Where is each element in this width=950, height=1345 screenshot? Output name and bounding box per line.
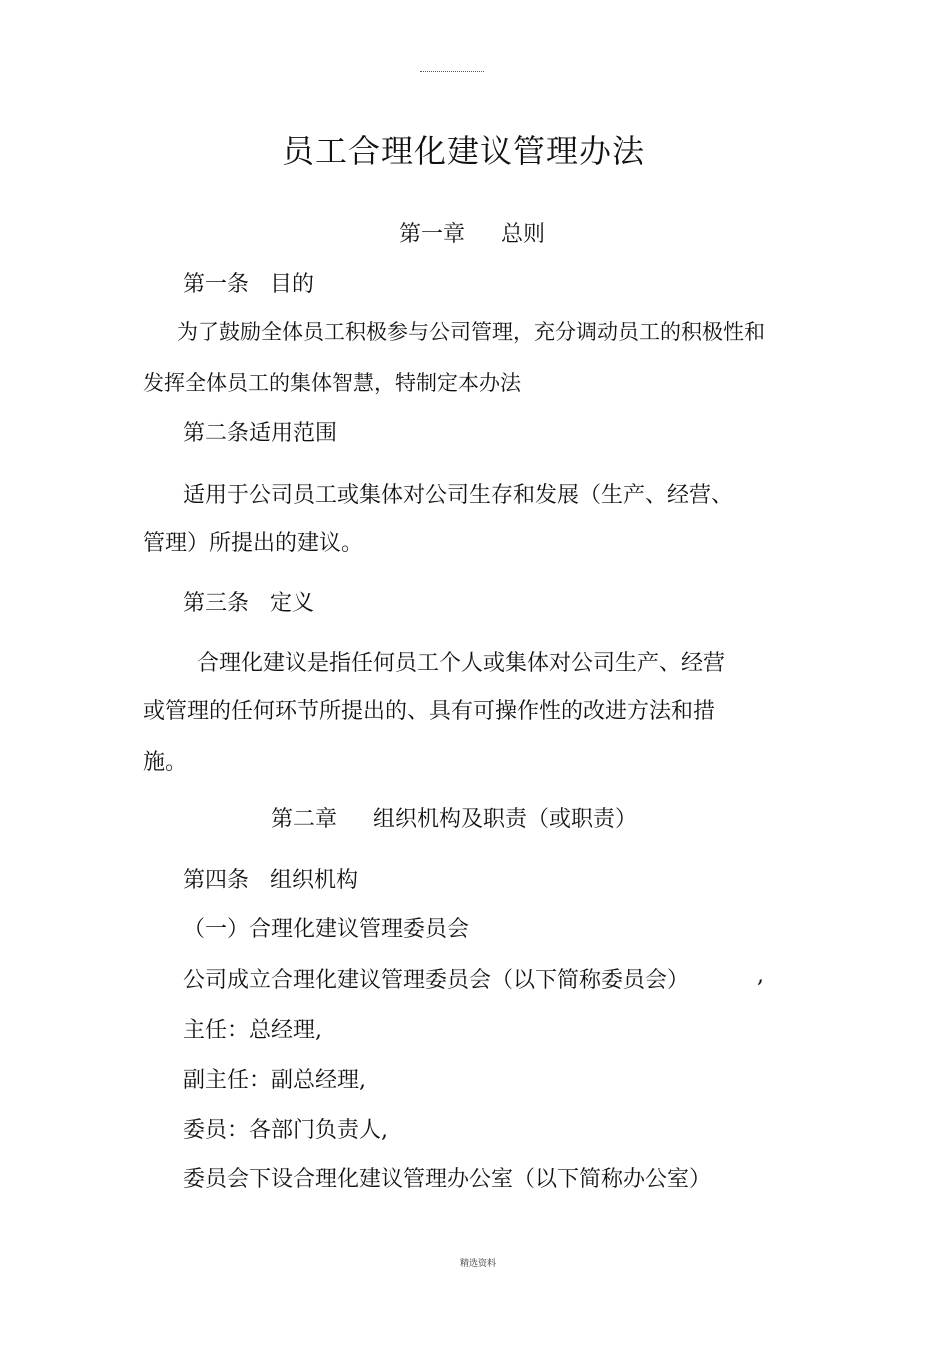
committee-comma: , (757, 963, 764, 988)
document-title: 员工合理化建议管理办法 (282, 132, 646, 170)
header-rule (420, 71, 484, 72)
chairman-line: 主任：总经理, (183, 1018, 322, 1043)
article-3-label: 第三条 (183, 591, 250, 616)
article-1-label: 第一条 (183, 272, 250, 297)
article-4-label: 第四条 (183, 868, 250, 893)
article-3-text-line2: 或管理的任何环节所提出的、具有可操作性的改进方法和措 (143, 699, 716, 724)
article-2-text-line2: 管理）所提出的建议。 (143, 531, 364, 556)
article-2-heading: 第二条适用范围 (183, 421, 338, 446)
page-footer: 精选资料 (460, 1259, 497, 1269)
office-line: 委员会下设合理化建议管理办公室（以下简称办公室） (183, 1167, 712, 1192)
article-2-text-line1: 适用于公司员工或集体对公司生存和发展（生产、经营、 (183, 483, 734, 508)
article-3-text-line3: 施。 (143, 750, 188, 775)
chapter-2-label: 第二章 (271, 807, 338, 832)
article-1-name: 目的 (270, 272, 315, 297)
article-1-text-line2: 发挥全体员工的集体智慧，特制定本办法 (143, 371, 521, 395)
article-1-text-line1: 为了鼓励全体员工积极参与公司管理，充分调动员工的积极性和 (177, 320, 765, 344)
subsection-1-heading: （一）合理化建议管理委员会 (183, 917, 470, 942)
article-3-text-line1: 合理化建议是指任何员工个人或集体对公司生产、经营 (197, 651, 726, 676)
chapter-2-name: 组织机构及职责（或职责） (373, 807, 638, 832)
chapter-1-label: 第一章 (399, 222, 466, 247)
members-line: 委员：各部门负责人, (183, 1118, 388, 1143)
committee-line: 公司成立合理化建议管理委员会（以下简称委员会） (183, 968, 690, 993)
article-4-name: 组织机构 (270, 868, 359, 893)
chapter-1-name: 总则 (501, 222, 546, 247)
article-3-name: 定义 (270, 591, 315, 616)
vice-chairman-line: 副主任：副总经理, (183, 1068, 366, 1093)
